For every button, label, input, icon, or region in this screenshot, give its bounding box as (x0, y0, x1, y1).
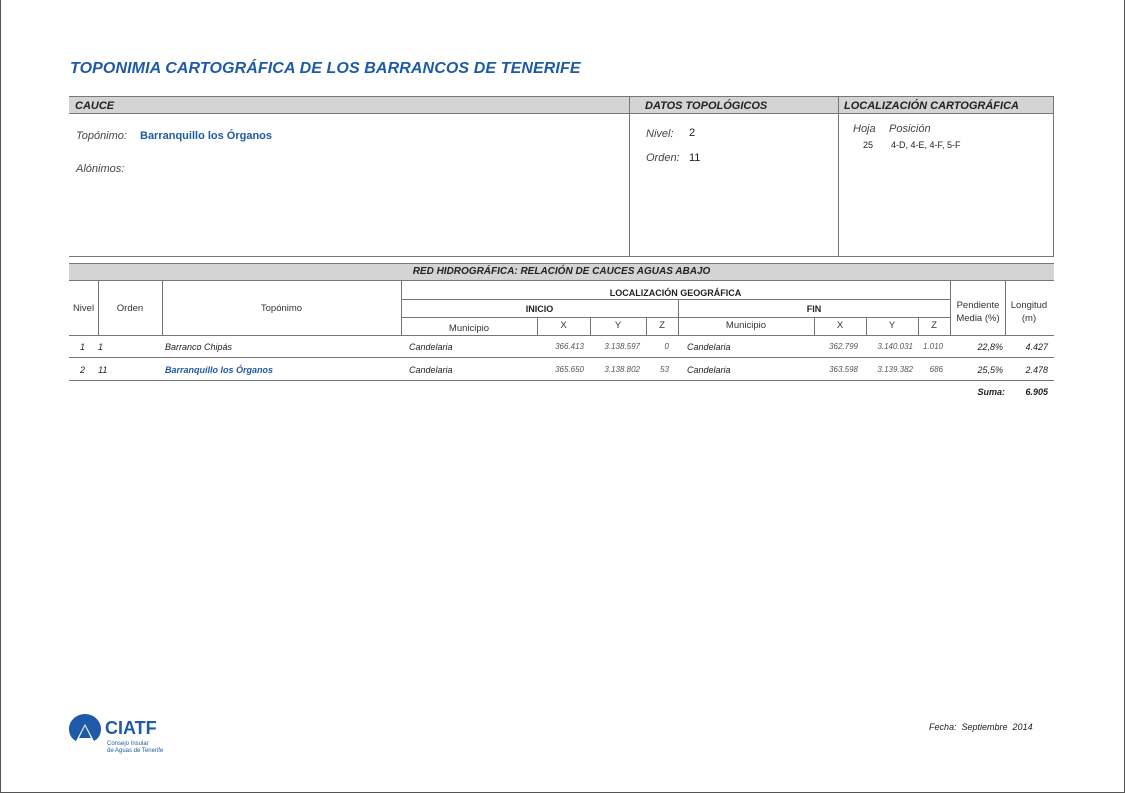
logo-sub-line2: de Aguas de Tenerife (107, 748, 164, 754)
toponimo-label: Topónimo: (76, 130, 127, 142)
row2-mun-fin: Candelaria (687, 365, 731, 375)
red-header: RED HIDROGRÁFICA: RELACIÓN DE CAUCES AGUAS ABAJO (69, 263, 1054, 281)
hoja-value: 25 (863, 140, 874, 150)
nivel-value: 2 (689, 127, 696, 139)
divider (1053, 96, 1054, 257)
logo-text: CIATF (105, 718, 157, 738)
posicion-label: Posición (889, 123, 931, 135)
suma-label: Suma: (977, 387, 1005, 397)
row1-nivel: 1 (80, 342, 86, 352)
toponimo-value: Barranquillo los Órganos (140, 130, 273, 142)
page-title: TOPONIMIA CARTOGRÁFICA DE LOS BARRANCOS DE TENERIFE (70, 60, 581, 77)
orden-label: Orden: (646, 152, 680, 164)
row2-orden: 11 (98, 365, 108, 375)
row1-pendiente: 22,8% (977, 342, 1003, 352)
col-pendiente: Pendiente Media (%) (956, 300, 1000, 324)
row1-y-fin: 3.140.031 (877, 342, 913, 351)
row1-mun-inicio: Candelaria (409, 342, 453, 352)
col-municipio-inicio: Municipio (448, 323, 490, 334)
hoja-label: Hoja (853, 123, 876, 135)
row2-pendiente: 25,5% (977, 365, 1003, 375)
row1-y-inicio: 3.138.597 (604, 342, 640, 351)
datos-header: DATOS TOPOLÓGICOS (639, 96, 838, 114)
posicion-value: 4-D, 4-E, 4-F, 5-F (891, 140, 961, 150)
row1-x-fin: 362.799 (829, 342, 858, 351)
row2-z-inicio: 53 (660, 365, 669, 374)
row1-toponimo: Barranco Chipás (165, 342, 233, 352)
orden-value: 11 (689, 152, 701, 164)
row2-z-fin: 686 (929, 365, 943, 374)
row1-longitud: 4.427 (1025, 342, 1048, 352)
row1-z-inicio: 0 (664, 342, 669, 351)
row2-mun-inicio: Candelaria (409, 365, 453, 375)
row2-y-fin: 3.139.382 (877, 365, 913, 374)
logo-subtitle (107, 741, 163, 755)
suma-value: 6.905 (1025, 387, 1048, 397)
col-x-inicio: X (560, 320, 567, 331)
row1-x-inicio: 366.413 (555, 342, 584, 351)
divider (629, 96, 630, 257)
col-y-fin: Y (888, 320, 896, 331)
nivel-label: Nivel: (646, 128, 674, 140)
col-x-fin: X (836, 320, 844, 331)
col-y-inicio: Y (614, 320, 622, 331)
col-municipio-fin: Municipio (725, 320, 767, 331)
col-z-inicio: Z (659, 320, 665, 331)
row2-x-inicio: 365.650 (555, 365, 584, 374)
localizacion-header: LOCALIZACIÓN CARTOGRÁFICA (838, 96, 1054, 114)
row2-x-fin: 363.598 (829, 365, 858, 374)
col-longitud: Longitud (m) (1010, 300, 1048, 324)
col-fin: FIN (806, 304, 822, 314)
col-z-fin: Z (931, 320, 937, 331)
col-nivel: Nivel (72, 303, 95, 314)
row2-y-inicio: 3.138.802 (604, 365, 640, 374)
row1-z-fin: 1.010 (922, 342, 943, 351)
col-orden: Orden (116, 303, 144, 314)
row2-nivel: 2 (80, 365, 86, 375)
divider (838, 96, 839, 257)
fecha (929, 722, 1033, 732)
row2-toponimo: Barranquillo los Órganos (165, 365, 274, 375)
row1-mun-fin: Candelaria (687, 342, 731, 352)
cauce-header: CAUCE (69, 96, 629, 114)
alonimos-label: Alónimos: (76, 163, 125, 175)
row2-longitud: 2.478 (1025, 365, 1048, 375)
ciatf-logo-icon (68, 712, 102, 742)
col-inicio: INICIO (525, 304, 554, 314)
fecha-value: Septiembre 2014 (961, 722, 1033, 732)
col-localizacion: LOCALIZACIÓN GEOGRÁFICA (609, 288, 742, 298)
row1-orden: 1 (98, 342, 104, 352)
logo-sub-line1: Consejo Insular (107, 741, 149, 747)
col-toponimo: Topónimo (260, 303, 303, 314)
fecha-label: Fecha: (929, 722, 957, 732)
header-filler (629, 96, 639, 114)
